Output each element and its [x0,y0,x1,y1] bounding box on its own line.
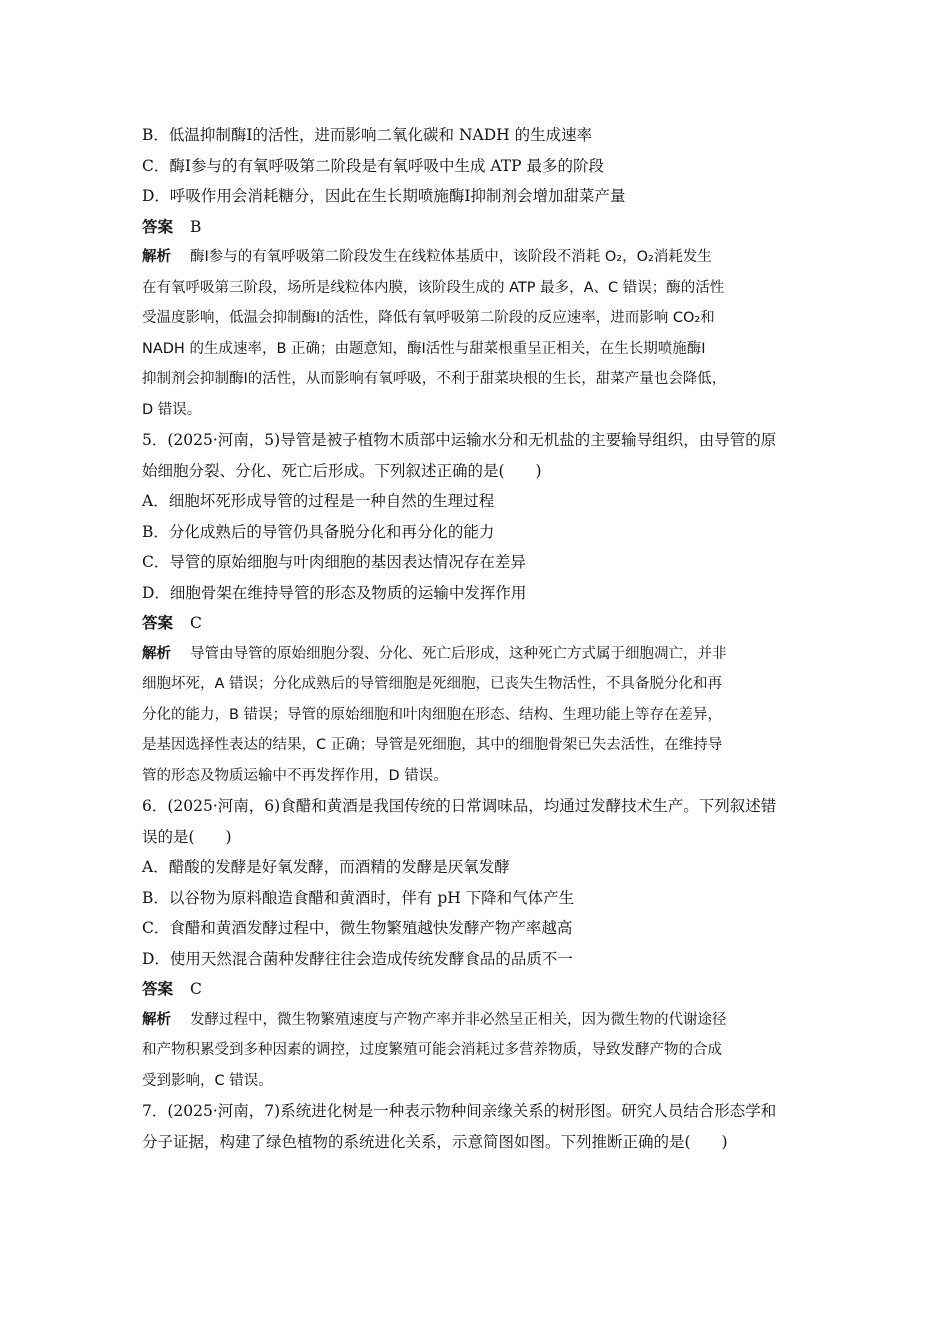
analysis-label: 解析 [142,1012,171,1028]
q4-analysis-line: D 错误。 [142,402,202,418]
q6-analysis-line [142,1005,727,1035]
q5-analysis-line: 是基因选择性表达的结果，C 正确；导管是死细胞，其中的细胞骨架已失去活性，在维持导 [142,737,723,753]
q4-option-c: C．酶Ⅰ参与的有氧呼吸第二阶段是有氧呼吸中生成 ATP 最多的阶段 [142,157,604,175]
q5-option-d: D．细胞骨架在维持导管的形态及物质的运输中发挥作用 [142,584,527,602]
q7-stem: 7．(2025·河南，7)系统进化树是一种表示物种间亲缘关系的树形图。研究人员结合形态学和 [142,1102,777,1120]
q4-analysis-line: 在有氧呼吸第三阶段，场所是线粒体内膜，该阶段生成的 ATP 最多，A、C 错误；酶的活性 [142,280,725,296]
q6-option-d: D．使用天然混合菌种发酵往往会造成传统发酵食品的品质不一 [142,950,573,968]
q5-analysis-line: 分化的能力，B 错误；导管的原始细胞和叶肉细胞在形态、结构、生理功能上等存在差异， [142,707,723,723]
q6-stem: 误的是( ) [142,828,232,846]
q6-answer-line [142,974,202,1004]
analysis-label: 解析 [142,249,171,265]
q5-analysis-line: 管的形态及物质运输中不再发挥作用，D 错误。 [142,768,448,784]
q6-option-a: A．醋酸的发酵是好氧发酵，而酒精的发酵是厌氧发酵 [142,858,510,876]
q4-analysis-line [142,242,712,272]
q6-stem: 6．(2025·河南，6)食醋和黄酒是我国传统的日常调味品，均通过发酵技术生产。下列叙述错 [142,797,777,815]
answer-label: 答案 [142,613,174,632]
q6-option-c: C．食醋和黄酒发酵过程中，微生物繁殖越快发酵产物产率越高 [142,919,573,937]
q6-analysis-line: 受到影响，C 错误。 [142,1073,273,1089]
analysis-text: 导管由导管的原始细胞分裂、分化、死亡后形成，这种死亡方式属于细胞凋亡，并非 [190,646,727,662]
q4-option-b: B．低温抑制酶Ⅰ的活性，进而影响二氧化碳和 NADH 的生成速率 [142,126,593,144]
q5-option-a: A．细胞坏死形成导管的过程是一种自然的生理过程 [142,492,495,510]
q6-analysis-line: 和产物积累受到多种因素的调控，过度繁殖可能会消耗过多营养物质，导致发酵产物的合成 [142,1042,722,1058]
q4-analysis-line: NADH 的生成速率，B 正确；由题意知，酶Ⅰ活性与甜菜根重呈正相关，在生长期喷施酶Ⅰ [142,341,706,357]
answer-value: C [190,614,202,632]
q7-stem: 分子证据，构建了绿色植物的系统进化关系，示意简图如图。下列推断正确的是( ) [142,1133,728,1151]
answer-value: B [190,218,202,236]
q5-analysis-line [142,639,727,669]
answer-label: 答案 [142,217,174,236]
q5-analysis-line: 细胞坏死，A 错误；分化成熟后的导管细胞是死细胞，已丧失生物活性，不具备脱分化和再 [142,676,723,692]
q5-answer-line [142,608,202,638]
analysis-text: 发酵过程中，微生物繁殖速度与产物产率并非必然呈正相关，因为微生物的代谢途径 [190,1012,727,1028]
q4-answer-line [142,212,201,242]
q6-option-b: B．以谷物为原料酿造食醋和黄酒时，伴有 pH 下降和气体产生 [142,889,575,907]
q5-stem: 5．(2025·河南，5)导管是被子植物木质部中运输水分和无机盐的主要输导组织，由导管的原 [142,431,777,449]
analysis-text: 酶Ⅰ参与的有氧呼吸第二阶段发生在线粒体基质中，该阶段不消耗 O₂，O₂消耗发生 [190,249,712,265]
answer-label: 答案 [142,979,174,998]
q4-option-d: D．呼吸作用会消耗糖分，因此在生长期喷施酶Ⅰ抑制剂会增加甜菜产量 [142,187,626,205]
q5-option-c: C．导管的原始细胞与叶肉细胞的基因表达情况存在差异 [142,553,526,571]
q4-analysis-line: 抑制剂会抑制酶Ⅰ的活性，从而影响有氧呼吸，不利于甜菜块根的生长，甜菜产量也会降低， [142,371,727,387]
q5-stem: 始细胞分裂、分化、死亡后形成。下列叙述正确的是( ) [142,462,542,480]
q5-option-b: B．分化成熟后的导管仍具备脱分化和再分化的能力 [142,523,495,541]
q4-analysis-line: 受温度影响，低温会抑制酶Ⅰ的活性，降低有氧呼吸第二阶段的反应速率，进而影响 CO₂和 [142,310,715,326]
analysis-label: 解析 [142,646,171,662]
answer-value: C [190,980,202,998]
